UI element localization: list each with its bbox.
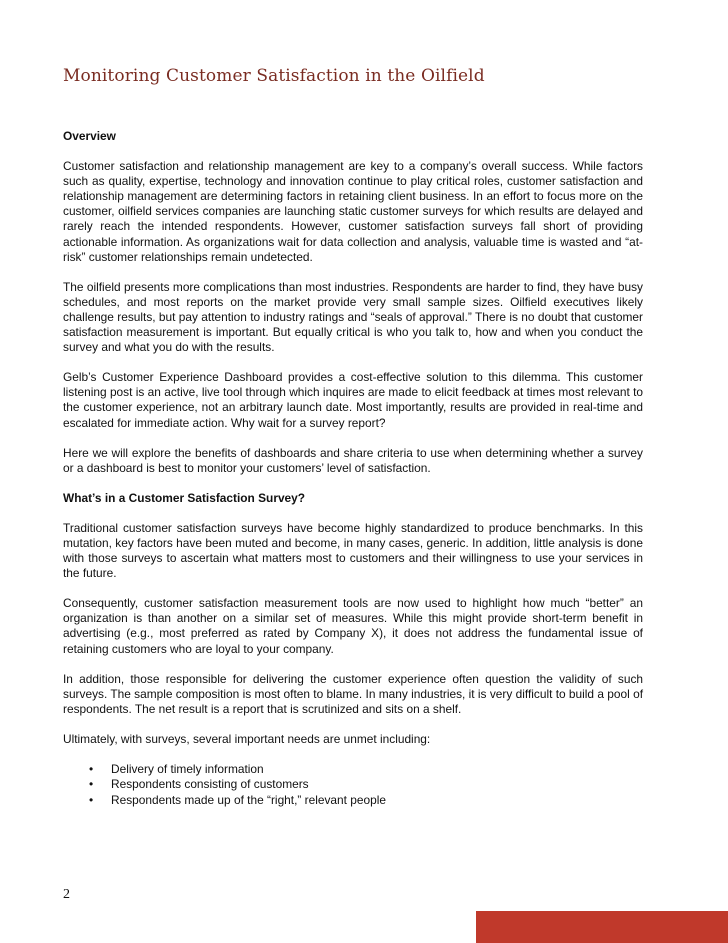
paragraph: Traditional customer satisfaction surveys have become highly standardized to produce benchmarks. In this mutation, key factors have been muted and become, in many cases, generic. In addition, little analysis is done with those surveys to ascertain what matters most to customers and their willingness to use your services in the future. [63,520,643,581]
section-heading-survey: What’s in a Customer Satisfaction Survey? [63,490,306,505]
paragraph: The oilfield presents more complications than most industries. Respondents are harder to find, they have busy schedules, and most reports on the market provide very small sample sizes. Oilfield executives likely challenge results, but pay attention to industry ratings and “seals of approval.” There is no doubt that customer satisfaction measurement is important. But equally critical is who you talk to, how and when you conduct the survey and what you do with the results. [63,279,643,355]
paragraph: Ultimately, with surveys, several important needs are unmet including: [63,731,431,746]
list-item-text: Respondents consisting of customers [111,777,309,792]
paragraph: Consequently, customer satisfaction measurement tools are now used to highlight how much “better” an organization is than another on a similar set of measures. While this might provide short-term benefit in advertising (e.g., most preferred as rated by Company X), it does not address the fundamental issue of retaining customers who are loyal to your company. [63,596,643,656]
list-item-text: Respondents made up of the “right,” relevant people [111,792,386,807]
page-title: Monitoring Customer Satisfaction in the Oilfield [63,66,485,86]
list-item [63,777,643,792]
bullet-icon: • [89,762,94,776]
list-item [63,793,643,808]
page-number: 2 [63,887,70,902]
list-item [63,762,643,777]
footer-accent-bar [476,911,728,943]
document-body [63,129,643,808]
paragraph: In addition, those responsible for delivering the customer experience often question the validity of such surveys. The sample composition is most often to blame. In many industries, it is very difficult to build a pool of respondents. The net result is a report that is scrutinized and sits on a shelf. [63,671,643,716]
bullet-icon: • [89,792,94,807]
list-item-text: Delivery of timely information [111,762,264,776]
paragraph: Here we will explore the benefits of dashboards and share criteria to use when determining whether a survey or a dashboard is best to monitor your customers’ level of satisfaction. [63,445,643,475]
bullet-icon: • [89,777,94,792]
unmet-needs-list [63,762,643,808]
paragraph: Gelb’s Customer Experience Dashboard provides a cost-effective solution to this dilemma. This customer listening post is an active, live tool through which inquires are made to elicit feedback at times most relevant to the customer experience, not an arbitrary launch date. Most importantly, results are provided in real-time and escalated for immediate action. Why wait for a survey report? [63,370,643,430]
section-heading-overview: Overview [63,129,116,143]
paragraph: Customer satisfaction and relationship management are key to a company’s overall success. While factors such as quality, expertise, technology and innovation continue to play critical roles, customer satisfaction and relationship management are determining factors in retaining client business. In an effort to focus more on the customer, oilfield services companies are launching static customer surveys for which results are delayed and rarely reach the intended respondents. However, customer satisfaction surveys fall short of providing actionable information. As organizations wait for data collection and analysis, valuable time is wasted and “at-risk” customer relationships remain undetected. [63,159,643,264]
